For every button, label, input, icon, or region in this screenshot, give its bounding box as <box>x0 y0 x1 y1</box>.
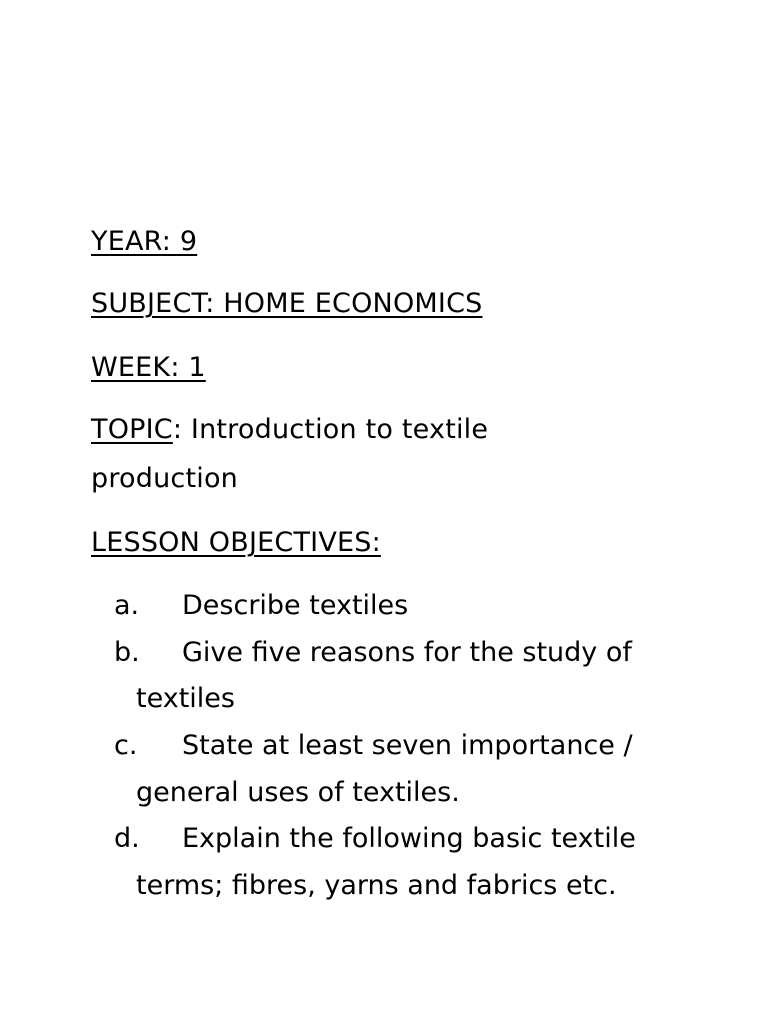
objective-text-continued: textiles <box>136 683 235 714</box>
objective-letter: d. <box>114 823 140 854</box>
objectives-heading-line <box>91 526 381 560</box>
objective-text: Give five reasons for the study of <box>182 637 632 668</box>
objective-text: Explain the following basic textile <box>182 823 636 854</box>
objective-text-continued: terms; fibres, yarns and fabrics etc. <box>136 870 617 901</box>
subject-line <box>91 287 482 321</box>
topic-text: Introduction to textile <box>182 414 489 445</box>
topic-line-continued <box>91 462 238 496</box>
objective-letter: c. <box>114 730 138 761</box>
week-line <box>91 351 206 385</box>
year-label: YEAR: 9 <box>91 226 198 257</box>
topic-line <box>91 413 488 447</box>
year-line <box>91 225 197 259</box>
objective-letter: a. <box>114 590 140 621</box>
subject-label: SUBJECT: HOME ECONOMICS <box>91 288 483 319</box>
objective-letter: b. <box>114 637 140 668</box>
objective-text-continued: general uses of textiles. <box>136 777 460 808</box>
topic-text-continued: production <box>91 463 238 494</box>
objectives-heading: LESSON OBJECTIVES: <box>91 527 381 558</box>
objective-text: Describe textiles <box>182 590 409 621</box>
topic-separator: : <box>172 414 183 445</box>
week-label: WEEK: 1 <box>91 352 206 383</box>
topic-label: TOPIC <box>91 414 173 445</box>
objective-text: State at least seven importance / <box>182 730 633 761</box>
